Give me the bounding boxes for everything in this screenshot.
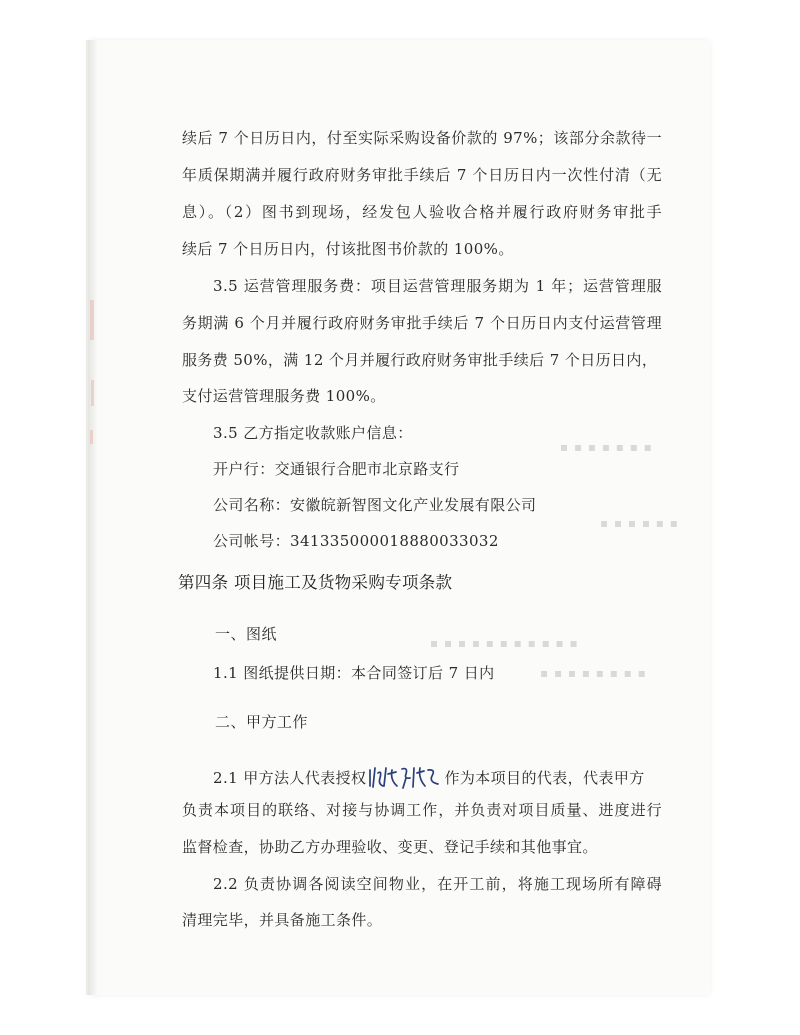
section-title: 一、图纸 [215,625,278,643]
body-text-line: 监督检查，协助乙方办理验收、变更、登记手续和其他事宜。 [182,838,598,856]
body-text-line: 支付运营管理服务费 100%。 [182,387,386,405]
body-text-line: 息）。（2）图书到现场，经发包人验收合格并履行政府财务审批手 [182,203,662,221]
body-text-line: 务期满 6 个月并履行政府财务审批手续后 7 个日历日内支付运营管理 [182,314,662,332]
item-2-1-text: 作为本项目的代表，代表甲方 [444,769,645,787]
binding-mark [91,380,94,406]
page-edge-shadow [88,40,98,995]
item-2-1-line [213,764,645,790]
body-text-line: 清理完毕，并具备施工条件。 [182,911,383,929]
account-number: 公司帐号：341335000018880033032 [213,532,499,550]
bank-name: 开户行：交通银行合肥市北京路支行 [213,460,460,478]
bleed-through-text: ▪ ▪ ▪ ▪ ▪ ▪ ▪ ▪ [540,666,647,680]
body-text-line: 3.5 运营管理服务费：项目运营管理服务期为 1 年；运营管理服 [213,277,662,295]
section-title: 二、甲方工作 [215,713,309,731]
body-text-line: 续后 7 个日历日内，付该批图书价款的 100%。 [182,240,514,258]
body-text-line: 服务费 50%，满 12 个月并履行政府财务审批手续后 7 个日历日内， [182,351,658,369]
binding-mark [90,300,94,340]
company-name: 公司名称：安徽皖新智图文化产业发展有限公司 [213,496,537,514]
body-text-line: 年质保期满并履行政府财务审批手续后 7 个日历日内一次性付清（无 [182,166,662,184]
binding-mark [90,430,93,444]
item-2-1-text: 2.1 甲方法人代表授权 [213,769,367,787]
body-text-line: 2.2 负责协调各阅读空间物业，在开工前，将施工现场所有障碍 [213,875,662,893]
body-text-line: 续后 7 个日历日内，付至实际采购设备价款的 97%；该部分余款待一 [182,129,662,147]
handwritten-signature [366,764,444,790]
bleed-through-text: ▪ ▪ ▪ ▪ ▪ ▪ ▪ ▪ ▪ ▪ ▪ [430,636,579,650]
account-title: 3.5 乙方指定收款账户信息： [213,424,413,442]
body-text-line: 负责本项目的联络、对接与协调工作，并负责对项目质量、进度进行 [182,801,662,819]
bleed-through-text: ▪ ▪ ▪ ▪ ▪ ▪ ▪ [560,440,653,454]
bleed-through-text: ▪ ▪ ▪ ▪ ▪ ▪ [600,516,679,530]
drawing-date-item: 1.1 图纸提供日期：本合同签订后 7 日内 [213,664,495,682]
article-heading: 第四条 项目施工及货物采购专项条款 [178,573,453,592]
